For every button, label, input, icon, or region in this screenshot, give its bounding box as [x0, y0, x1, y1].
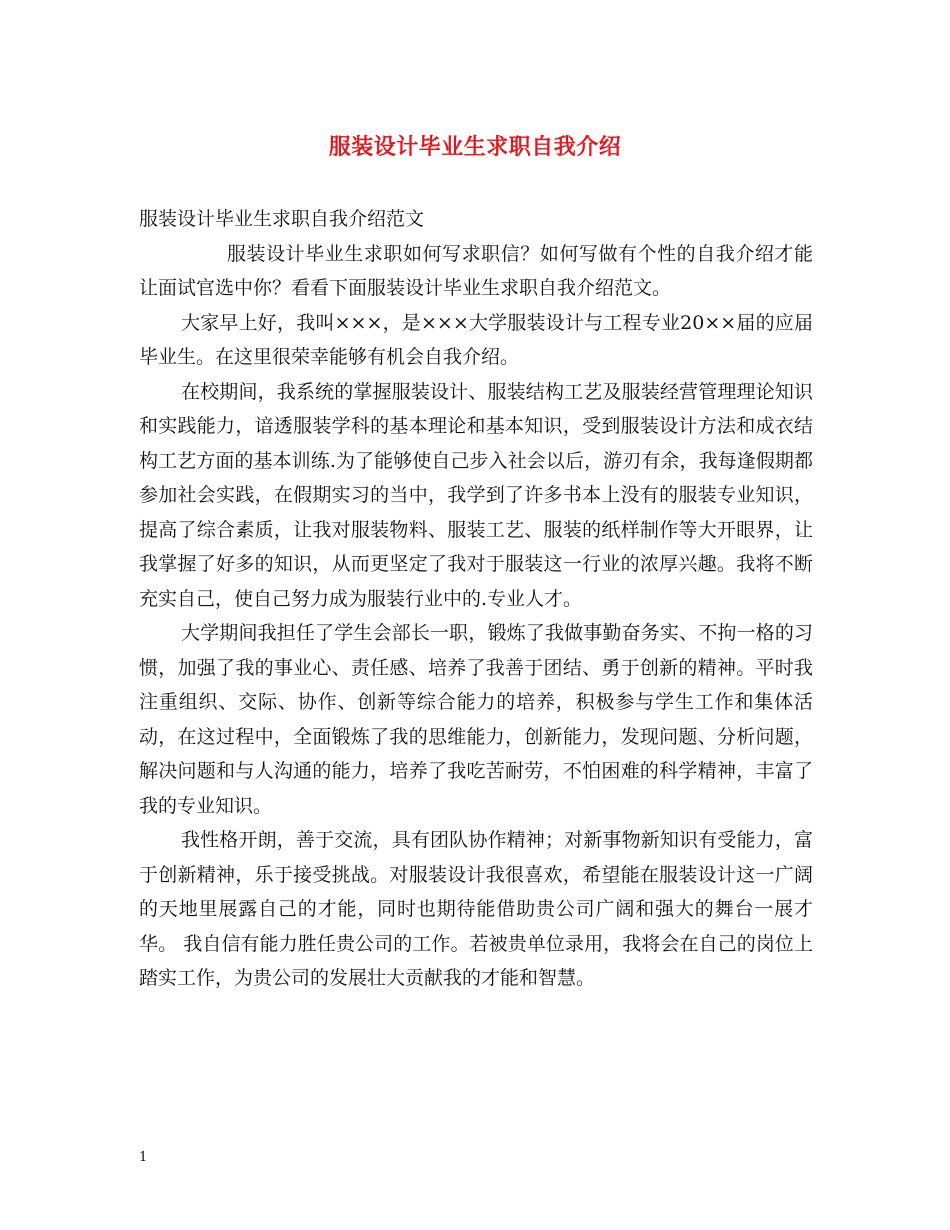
paragraph-intro: 服装设计毕业生求职如何写求职信？如何写做有个性的自我介绍才能让面试官选中你？看看下面服装设计毕业生求职自我介绍范文。	[139, 242, 813, 299]
document-title: 服装设计毕业生求职自我介绍	[328, 134, 622, 160]
document-body	[139, 202, 813, 996]
paragraph-greeting: 大家早上好，我叫×××，是×××大学服装设计与工程专业20××届的应届毕业生。在这里很荣幸能够有机会自我介绍。	[139, 311, 813, 368]
page-number: 1	[139, 1150, 148, 1165]
paragraph-university: 大学期间我担任了学生会部长一职，锻炼了我做事勤奋务实、不拘一格的习惯，加强了我的事业心、责任感、培养了我善于团结、勇于创新的精神。平时我注重组织、交际、协作、创新等综合能力的培养，积极参与学生工作和集体活动，在这过程中，全面锻炼了我的思维能力，创新能力，发现问题、分析问题，解决问题和与人沟通的能力，培养了我吃苦耐劳，不怕困难的科学精神，丰富了我的专业知识。	[139, 622, 813, 817]
paragraph-personality: 我性格开朗，善于交流，具有团队协作精神；对新事物新知识有受能力，富于创新精神，乐于接受挑战。对服装设计我很喜欢，希望能在服装设计这一广阔的天地里展露自己的才能，同时也期待能借助贵公司广阔和强大的舞台一展才华。 我自信有能力胜任贵公司的工作。若被贵单位录用，我将会在自己的岗位上踏实工作，为贵公司的发展壮大贡献我的才能和智慧。	[139, 829, 813, 989]
document-subtitle: 服装设计毕业生求职自我介绍范文	[139, 208, 425, 230]
paragraph-school: 在校期间，我系统的掌握服装设计、服装结构工艺及服装经营管理理论知识和实践能力，谙透服装学科的基本理论和基本知识，受到服装设计方法和成衣结构工艺方面的基本训练.为了能够使自己步入社会以后，游刃有余，我每逢假期都参加社会实践，在假期实习的当中，我学到了许多书本上没有的服装专业知识，提高了综合素质，让我对服装物料、服装工艺、服装的纸样制作等大开眼界，让我掌握了好多的知识，从而更坚定了我对于服装这一行业的浓厚兴趣。我将不断充实自己，使自己努力成为服装行业中的.专业人才。	[139, 380, 813, 610]
